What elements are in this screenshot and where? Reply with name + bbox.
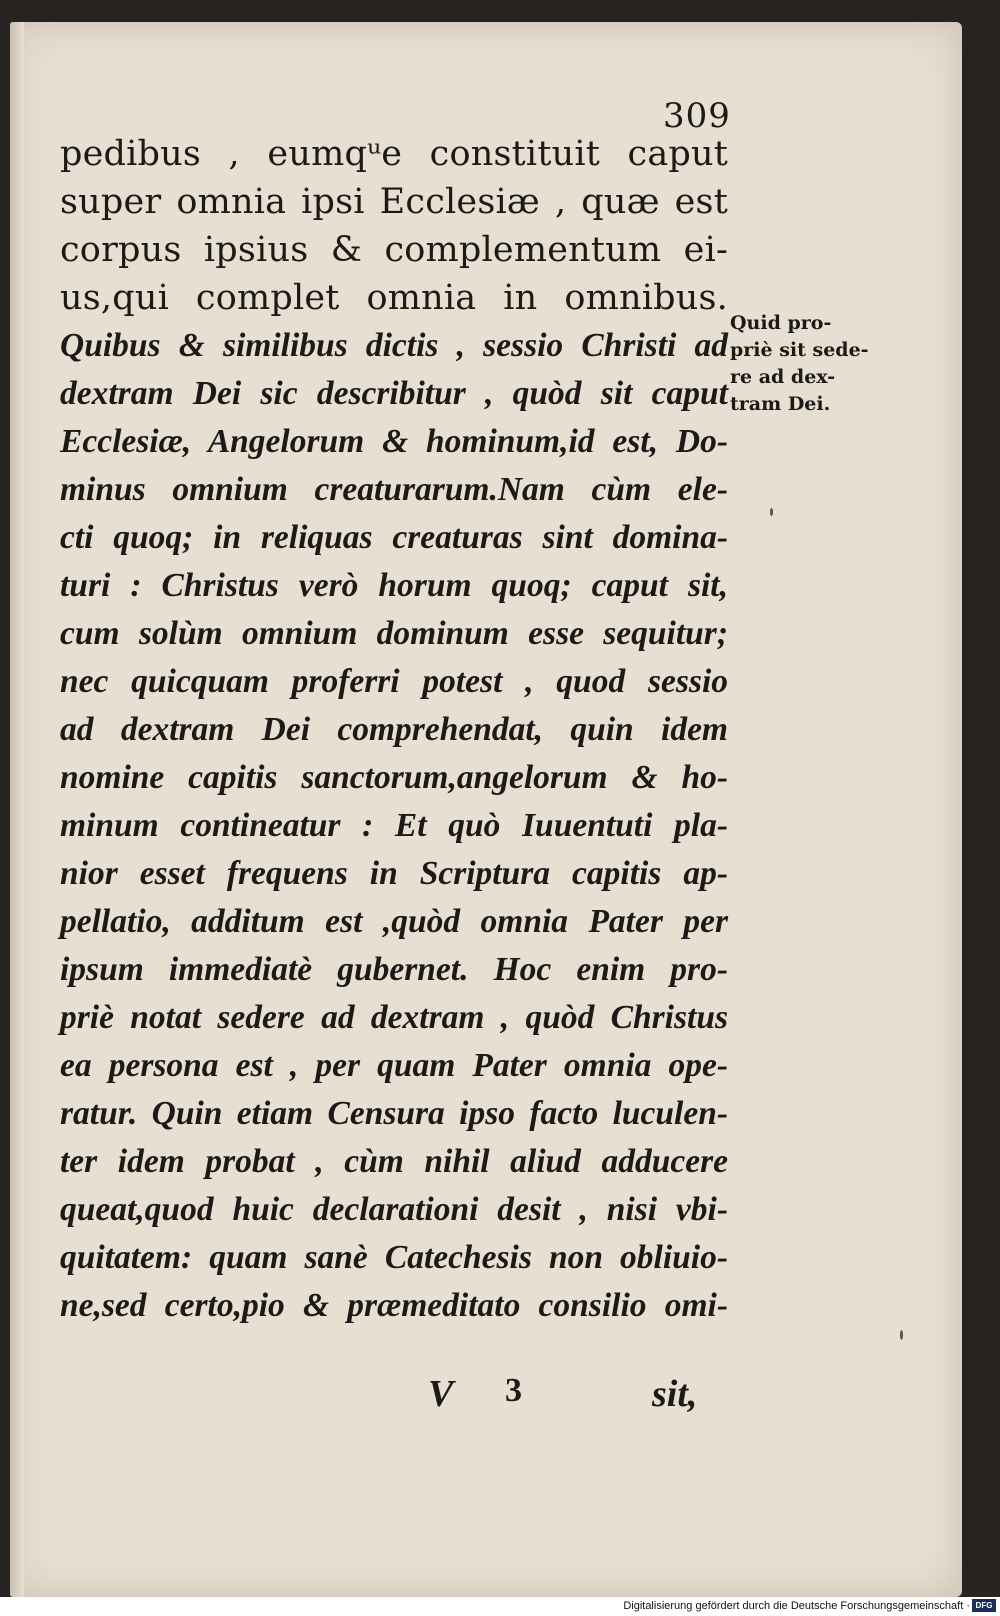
text-line: ea persona est , per quam Pater omnia ope- bbox=[60, 1047, 728, 1084]
page-gutter bbox=[10, 22, 24, 1597]
text-line: us,qui complet omnia in omnibus. bbox=[60, 278, 728, 318]
page-number: 309 bbox=[663, 96, 731, 136]
text-line: quitatem: quam sanè Catechesis non obliuio- bbox=[60, 1239, 728, 1276]
text-line: priè notat sedere ad dextram , quòd Christus bbox=[60, 999, 728, 1036]
footer-credit: Digitalisierung gefördert durch die Deutsche Forschungsgemeinschaft · bbox=[623, 1600, 970, 1612]
marginal-note-line: re ad dex- bbox=[730, 366, 836, 388]
main-text bbox=[60, 130, 728, 1330]
text-line: nec quicquam proferri potest , quod sessio bbox=[60, 663, 728, 700]
text-line: minus omnium creaturarum.Nam cùm ele- bbox=[60, 471, 728, 508]
text-line: dextram Dei sic describitur , quòd sit caput bbox=[60, 375, 728, 412]
signature-mark: V bbox=[428, 1373, 454, 1415]
text-line: nomine capitis sanctorum,angelorum & ho- bbox=[60, 759, 728, 796]
text-line: pedibus , eumqᵘe constituit caput bbox=[60, 134, 728, 174]
text-line: cti quoq; in reliquas creaturas sint domina- bbox=[60, 519, 728, 556]
text-line: ipsum immediatè gubernet. Hoc enim pro- bbox=[60, 951, 728, 988]
marginal-note-line: tram Dei. bbox=[730, 393, 831, 415]
text-line: Quibus & similibus dictis , sessio Christi ad bbox=[60, 327, 728, 364]
text-line: turi : Christus verò horum quoq; caput sit, bbox=[60, 567, 728, 604]
roman-text-block bbox=[60, 130, 728, 322]
paper-speck bbox=[770, 508, 773, 516]
marginal-note-line: priè sit sede- bbox=[730, 339, 869, 361]
text-line: nior esset frequens in Scriptura capitis ap- bbox=[60, 855, 728, 892]
text-line: corpus ipsius & complementum ei- bbox=[60, 230, 728, 270]
italic-text-block bbox=[60, 322, 728, 1330]
marginal-note bbox=[730, 310, 880, 418]
text-line: minum contineatur : Et quò Iuuentuti pla- bbox=[60, 807, 728, 844]
text-line: ratur. Quin etiam Censura ipso facto luculen- bbox=[60, 1095, 728, 1132]
marginal-note-line: Quid pro- bbox=[730, 312, 832, 334]
text-line: Ecclesiæ, Angelorum & hominum,id est, Do- bbox=[60, 423, 728, 460]
text-line: pellatio, additum est ,quòd omnia Pater per bbox=[60, 903, 728, 940]
text-line: cum solùm omnium dominum esse sequitur; bbox=[60, 615, 728, 652]
catchword: sit, bbox=[652, 1373, 698, 1415]
text-line: ad dextram Dei comprehendat, quin idem bbox=[60, 711, 728, 748]
text-line: ne,sed certo,pio & præmeditato consilio omi- bbox=[60, 1287, 728, 1324]
signature-number: 3 bbox=[505, 1372, 522, 1409]
paper-speck bbox=[900, 1330, 903, 1340]
text-line: ter idem probat , cùm nihil aliud adducere bbox=[60, 1143, 728, 1180]
dfg-logo: DFG bbox=[972, 1599, 996, 1612]
text-line: queat,quod huic declarationi desit , nisi vbi- bbox=[60, 1191, 728, 1228]
text-line: super omnia ipsi Ecclesiæ , quæ est bbox=[60, 182, 728, 222]
